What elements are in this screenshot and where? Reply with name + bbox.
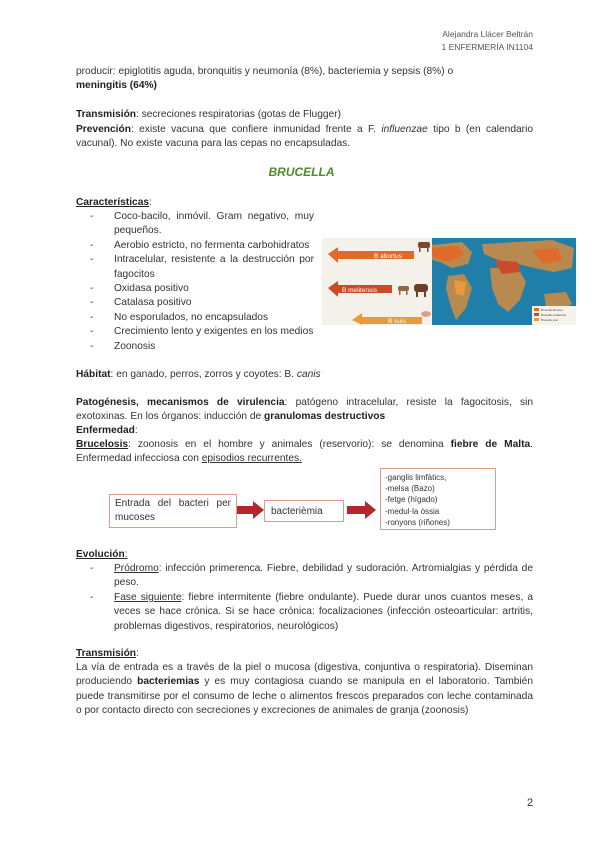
transmision2-colon: : [136,648,139,659]
section-title: BRUCELLA [268,165,335,179]
legend-swatch-suis [534,318,539,321]
organ-item: -fetge (hígado) [385,495,438,505]
patogenesis-granulomas: granulomas destructivos [264,411,386,423]
evolucion-label: Evolución [76,549,125,560]
transmision-brucella-paragraph [76,661,533,719]
transmision2-bacteriemias: bacteriemias [137,676,200,688]
transmision-haemophilus [76,108,533,122]
brucelosis-text-c: . Enfermedad infecciosa con [76,439,534,465]
brucelosis-label: Brucelosis [76,439,129,450]
brucella-map-svg [322,238,576,325]
evolucion-list [76,562,533,634]
organ-item: -ganglis limfàtics, [385,473,447,482]
transmision2-text-a: La vía de entrada es a través de la piel o mucosa (digestiva, conjuntiva o respiratoria). Diseminan produciendo [76,662,533,688]
prevencion-paragraph [76,123,533,152]
prodromo-label: Pródromo [114,563,159,574]
enfermedad-colon: : [134,425,138,436]
flow-box-entrada: Entrada del bacteri per mucoses [109,494,237,528]
evolucion-colon: : [124,549,128,560]
arrow-label-suis: B suis [388,318,406,325]
patogenesis-text-a: : patógeno intracelular, resiste la fagocitosis, sin exotoxinas. En los órganos: inducción de [76,397,534,423]
habitat-paragraph [76,368,533,382]
transmision2-text-c: y es muy contagiosa cuando se manipula en el laboratorio. También puede transmitirse por el consumo de leche o alimentos frescos preparados con leche contaminada o por contacto directo con secreciones y excreciones de animales de granja (zoonosis) [76,676,533,717]
caracteristica-item: - Intracelular, resistente a la destrucción por fagocitos [76,253,314,282]
habitat-canis: canis [296,369,321,380]
legend-suis: Brucella suis [541,318,559,322]
intro-meningitis: meningitis (64%) [76,80,157,92]
caracteristica-item: - Catalasa positivo [76,296,314,310]
evolucion-item-prodromo [76,562,533,591]
caracteristicas-label: Características [76,197,150,208]
habitat-label: Hábitat [76,369,111,380]
evolucion-heading [76,548,533,562]
legend-melitensis: Brucella melitensis [541,313,567,317]
prevencion-text-b: tipo b (en calendario vacunal). No existe vacuna para las cepas no encapsuladas. [76,124,534,150]
fase-label: Fase siguiente [114,591,182,603]
legend-swatch-melitensis [534,313,539,316]
caracteristica-item: - Oxidasa positivo [76,282,314,296]
brucelosis-paragraph [76,438,533,467]
prevencion-influenzae: influenzae [381,124,428,135]
flow-box-bacteriemia: bacterièmia [264,500,344,522]
legend-swatch-abortus [534,308,539,311]
enfermedad-heading [76,424,533,438]
caracteristicas-heading [76,196,533,210]
transmision-label: Transmisión [76,109,137,120]
prodromo-text: : infección primerenca. Fiebre, debilidad y sudoración. Artromialgias y pérdida de peso. [114,563,533,589]
brucelosis-episodios: episodios recurrentes. [201,453,302,465]
flow-arrow-2 [347,500,377,520]
caracteristica-item: - Aerobio estricto, no fermenta carbohidratos [76,239,314,253]
intro-line1: producir: epiglotitis aguda, bronquitis y neumonía (8%), bacteriemia y sepsis (8%) o [76,66,454,77]
caracteristicas-list [76,210,314,354]
header-author: Alejandra Llácer Beltrán [442,29,533,39]
evolucion-item-fase [76,591,533,634]
organ-item: -medul·la òssia [385,506,440,516]
patogenesis-label: Patogénesis, mecanismos de virulencia [76,397,285,408]
brucelosis-text-a: : zoonosis en el hombre y animales (reservorio): se denomina [128,439,451,450]
organ-item: -ronyons (riñones) [385,517,450,527]
patogenesis-paragraph [76,396,533,425]
flow-box-organos [380,468,496,530]
arrow-label-melitensis: B melitensis [342,287,378,294]
fase-text: : fiebre intermitente (fiebre ondulante). Puede durar unos cuantos meses, a veces se hace crónica. Si se hace crónica: focalizaciones (infección osteoarticular: artritis, problemas digestivos, respiratorios, neurológicos) [114,591,533,632]
intro-paragraph [76,65,533,94]
header-course: 1 ENFERMERÍA IN1104 [441,42,533,52]
prevencion-text-a: : existe vacuna que confiere inmunidad frente a F. [130,124,382,135]
brucella-map-figure [322,238,576,325]
transmision2-label: Transmisión [76,648,137,659]
page-number: 2 [527,797,534,809]
legend-abortus: Brucella abortus [541,308,563,312]
transmision-text: : secreciones respiratorias (gotas de Flugger) [136,109,341,120]
caracteristica-item: - No esporulados, no encapsulados [76,311,314,325]
caracteristica-item: - Coco-bacilo, inmóvil. Gram negativo, muy pequeños. [76,210,314,239]
habitat-text: : en ganado, perros, zorros y coyotes: B. [110,369,297,380]
organ-item: -melsa (Bazo) [385,484,435,494]
flow-arrow-1 [237,500,265,520]
prevencion-label: Prevención [76,124,131,135]
caracteristica-item: - Zoonosis [76,340,314,354]
brucelosis-fiebre-malta: fiebre de Malta [450,439,531,450]
transmision-brucella-heading [76,647,533,661]
enfermedad-label: Enfermedad [76,425,135,436]
pig-icon [421,311,431,317]
arrow-label-abortus: B abortus [374,253,402,260]
caracteristicas-colon: : [149,197,152,208]
caracteristica-item: - Crecimiento lento y exigentes en los medios [76,325,314,339]
